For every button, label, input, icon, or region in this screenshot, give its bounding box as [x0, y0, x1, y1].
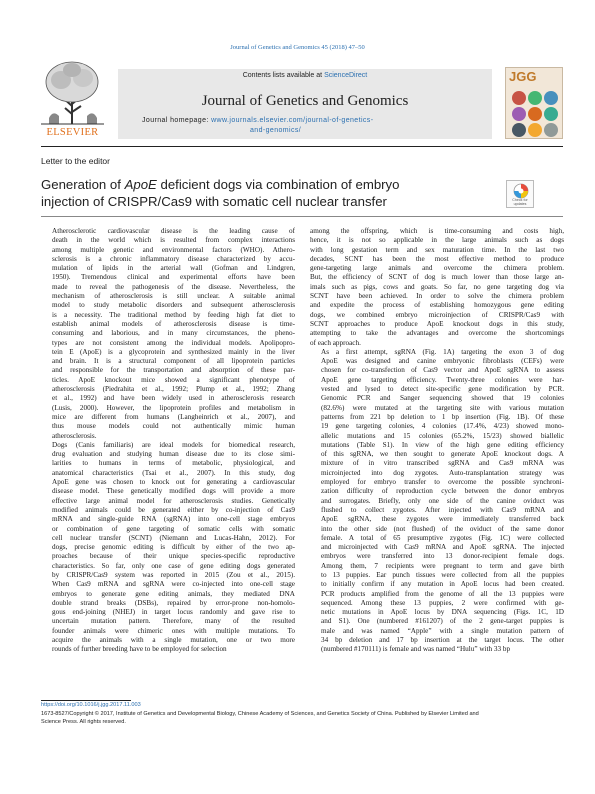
- body-line: embryos were transferred into 13 donor-recipient female dogs.: [321, 552, 564, 561]
- body-line: acquire the animals with a single mutation, one or two more: [52, 636, 295, 645]
- body-line: model to study metabolic disorders and subsequent atherosclerosis: [52, 301, 295, 310]
- body-line: SCNT have been achieved. In order to solve the chimera problem: [310, 292, 564, 301]
- body-line: rounds of further breeding have to be employed for selection: [52, 645, 227, 654]
- body-line: of this sgRNA, we then sought to generate ApoE knockout dogs. A: [321, 450, 564, 459]
- journal-name: Journal of Genetics and Genomics: [201, 93, 409, 109]
- body-line: (Lusis, 2000). However, the lipoprotein profiles and metabolism in: [52, 403, 295, 412]
- body-line: mutations (Table S1). In view of the high gene editing efficiency: [321, 440, 564, 449]
- copyright-notice: [41, 710, 563, 726]
- body-line: 34 bp deletion and 17 bp insertion at the target locus. The other: [321, 636, 564, 645]
- body-line: atherosclerosis.: [52, 431, 97, 440]
- cover-title: JGG: [509, 69, 537, 84]
- body-line: gous end-joining (NHEJ) in target locus randomly and gave rise to: [52, 608, 295, 617]
- homepage-url-part2[interactable]: and-genomics/: [250, 127, 302, 134]
- body-line: Dogs (Canis familiaris) are ideal models for biomedical research,: [52, 440, 295, 449]
- body-line: Atherosclerotic cardiovascular disease is the leading cause of: [52, 227, 295, 235]
- journal-citation[interactable]: Journal of Genetics and Genomics 45 (2018) 47–50: [230, 44, 365, 51]
- body-line: Among them, 7 recipients were pregnant to term and gave birth: [321, 561, 564, 570]
- body-line: allelic mutations and 15 colonies (65.2%, 15/23) showed biallelic: [321, 431, 564, 440]
- body-line: dogs, precise genomic editing is difficult by either of the two ap-: [52, 543, 295, 552]
- body-line: ticles. ApoE knockout mice showed a significant phenotype of: [52, 375, 295, 384]
- elsevier-tree-icon: [41, 58, 104, 126]
- body-line: ApoE sgRNA, these zygotes were immediately transferred back: [321, 515, 564, 524]
- body-line: larities to humans in terms of metabolic, physiological, and: [52, 459, 295, 468]
- body-line: cell nuclear transfer (SCNT) (Niemann and Lucas-Hahn, 2012). For: [52, 533, 295, 542]
- body-line: tein E (ApoE) is a glycoprotein and synthesized mainly in the liver: [52, 347, 295, 356]
- body-line: microinjected into dog zygotes. Auto-transplantation strategy was: [321, 468, 564, 477]
- body-line: ApoE gene targeting efficiency. Twenty-three colonies were har-: [321, 375, 564, 384]
- body-line: ApoE was designed and canine embryonic fibroblasts (CEFs) were: [321, 357, 564, 366]
- header-rule: [41, 146, 563, 147]
- body-line: PCR products amplified from the genome of all the 13 puppies were: [321, 589, 564, 598]
- body-line: mixture of in vitro transcribed sgRNA and Cas9 mRNA was: [321, 459, 564, 468]
- body-line: made to reveal the pathogenesis of the disease. Nevertheless, the: [52, 282, 295, 291]
- contents-prefix: Contents lists available at: [242, 72, 325, 79]
- body-line: anatomical characteristics (Tsai et al., 2007). In this study, dog: [52, 468, 295, 477]
- body-line: characteristics. So far, only one case of gene editing dogs generated: [52, 561, 295, 570]
- title-line1-pre: Generation of: [41, 177, 125, 192]
- body-line: and responsible for the transportation and absorption of these par-: [52, 366, 295, 375]
- body-line: drug evaluation and studying human disease due to its close simi-: [52, 450, 295, 459]
- body-line: disease model. These genetically modified dogs will provide a more: [52, 487, 295, 496]
- body-line: sclerosis is a chronic inflammatory disease characterized by accu-: [52, 254, 295, 263]
- body-line: effective large animal model for atherosclerosis studies. Genetically: [52, 496, 295, 505]
- body-line: hence, it is not so applicable in the large animals such as dogs: [310, 236, 564, 245]
- body-line: consuming and laborious, and in many circumstances, the pheno-: [52, 329, 295, 338]
- body-line: by CRISPR/Cas9 system was reported in 2015 (Zou et al., 2015).: [52, 570, 295, 579]
- body-line: employed for embryo transfer to overcome the possible synchroni-: [321, 478, 564, 487]
- body-line: establish animal models of atherosclerosis disease is time-: [52, 319, 295, 328]
- body-line: thus mouse models could not authentically mimic human: [52, 422, 295, 431]
- body-line: zation difficulty of reproduction cycle between the donor embryos: [321, 487, 564, 496]
- body-line: of each approach.: [310, 338, 361, 347]
- copyright-line1: 1673-8527/Copyright © 2017, Institute of Genetics and Developmental Biology, Chinese Academy of Sciences, and Genetics Society of China. Published by Elsevier Limited and: [41, 711, 479, 717]
- body-line: When Cas9 mRNA and sgRNA were co-injected into one-cell stage: [52, 580, 295, 589]
- body-line: mRNA and single-guide RNA (sgRNA) into one-cell stage embryos: [52, 515, 295, 524]
- body-line: sequenced. Among these 13 puppies, 2 were confirmed with ge-: [321, 598, 564, 607]
- body-line: mulation of lipids in the arterial wall (Gofman and Lindgren,: [52, 264, 295, 273]
- journal-homepage: [142, 116, 482, 136]
- paragraph-continued: [310, 227, 564, 348]
- body-line: founder animals were chimeric ones with multiple mutations. To: [52, 626, 295, 635]
- body-line: male and was named “Apple” with a single mutation pattern of: [321, 626, 564, 635]
- body-line: Genomic PCR and Sanger sequencing showed that 19 colonies: [321, 394, 564, 403]
- contents-available-line: [118, 72, 492, 79]
- title-line1-post: deficient dogs via combination of embryo: [156, 177, 400, 192]
- body-line: uncertain mutation pattern. Therefore, many of the resulted: [52, 617, 295, 626]
- copyright-line2: Science Press. All rights reserved.: [41, 719, 126, 725]
- body-line: attempting to take the advantages and overcome the shortcomings: [310, 329, 564, 338]
- body-line: and microinjected with Cas9 mRNA and ApoE sgRNA. The injected: [321, 543, 564, 552]
- title-gene-name: ApoE: [124, 177, 157, 192]
- homepage-label: Journal homepage:: [142, 117, 212, 124]
- body-line: to 13 puppies. Ear punch tissues were collected from all the puppies: [321, 570, 564, 579]
- body-line: vested and lysed to detect site-specific gene modification by PCR.: [321, 385, 564, 394]
- body-line: among the offspring, which is time-consuming and costs high,: [310, 227, 564, 235]
- body-line: modified animals could be generated either by co-injection of Cas9: [52, 505, 295, 514]
- paragraph-first-attempt: [310, 348, 564, 655]
- body-line: is a necessity. The traditional method by feeding high fat diet to: [52, 310, 295, 319]
- publisher-wordmark: ELSEVIER: [46, 127, 99, 138]
- body-line: female. A total of 65 presumptive zygotes (Fig. 1C) were collected: [321, 533, 564, 542]
- body-line: gene-targeting large animals and overcome the chimera problem.: [310, 264, 564, 273]
- body-line: with long gestation term and sex maturation time. In the last two: [310, 245, 564, 254]
- article-title: [41, 176, 471, 210]
- journal-masthead: [118, 69, 492, 139]
- paragraph-dogs: [41, 441, 295, 655]
- body-line: flushed to collect zygotes. After injected with Cas9 mRNA and: [321, 505, 564, 514]
- body-column-right: [310, 227, 564, 655]
- body-line: ApoE gene was chosen to knock out for generating a cardiovascular: [52, 478, 295, 487]
- body-line: et al., 1992) and have been widely used in atherosclerosis research: [52, 394, 295, 403]
- body-line: mechanism of atherosclerosis is still unclear. A suitable animal: [52, 292, 295, 301]
- cover-art-icon: [506, 68, 563, 139]
- body-column-left: [41, 227, 295, 655]
- body-line: or combination of gene targeting of somatic cells with somatic: [52, 524, 295, 533]
- body-line: to initially confirm if any mutation in ApoE locus had been created.: [321, 580, 564, 589]
- doi-link[interactable]: https://doi.org/10.1016/j.jgg.2017.11.003: [41, 702, 141, 708]
- body-line: into the other side (not flushed) of the oviduct of the same donor: [321, 524, 564, 533]
- article-type: Letter to the editor: [41, 156, 110, 166]
- body-line: and expedite the process of establishing homozygous gene editing: [310, 301, 564, 310]
- body-line: imals such as pigs, cows and goats. So far, no gene targeting dog via: [310, 282, 564, 291]
- body-line: As a first attempt, sgRNA (Fig. 1A) targeting the exon 3 of dog: [321, 347, 564, 356]
- body-line: (numbered #170111) is female and was named “Hulu” with 33 bp: [321, 645, 511, 654]
- body-line: decades, SCNT has been the most effective method to produce: [310, 254, 564, 263]
- crossmark-label: Check for updates: [512, 198, 528, 206]
- title-rule: [41, 216, 563, 217]
- body-line: dogs, we combined embryo microinjection of CRISPR/Cas9 with: [310, 310, 564, 319]
- body-line: types are not consistent among the individual models. Apolipopro-: [52, 338, 295, 347]
- body-line: SCNT approaches to produce ApoE knockout dogs in this study,: [310, 319, 564, 328]
- body-line: death in the world which is resulted from complex interactions: [52, 236, 295, 245]
- title-line2: injection of CRISPR/Cas9 with somatic cell nuclear transfer: [41, 194, 387, 209]
- body-line: and brain. It is a structural component of all lipoprotein particles: [52, 357, 295, 366]
- journal-cover-thumbnail[interactable]: [505, 67, 563, 139]
- body-line: atherosclerosis (Piedrahita et al., 1992; Plump et al., 1992; Zhang: [52, 385, 295, 394]
- body-line: embryos to generate gene editing animals, they mediated DNA: [52, 589, 295, 598]
- check-for-updates-button[interactable]: [506, 180, 534, 208]
- body-line: But, the efficiency of SCNT of dog is much lower than those large an-: [310, 273, 564, 282]
- body-line: netic mutations in ApoE locus by DNA sequencing (Figs. 1C, 1D: [321, 608, 564, 617]
- body-line: patterns from 221 bp deletion to 1 bp insertion (Fig. 1B). Of these: [321, 412, 564, 421]
- body-line: and surrogates. Briefly, only one side of the canine oviduct was: [321, 496, 564, 505]
- body-line: (82.6%) were mutated at the targeting site with various mutation: [321, 403, 564, 412]
- body-line: proaches because of their unique species-specific reproductive: [52, 552, 295, 561]
- body-line: and S1). One (numbered #161207) of the 2 gene-target puppies is: [321, 617, 564, 626]
- body-line: 1950). Tremendous clinical and experimental efforts have been: [52, 273, 295, 282]
- homepage-url-part1[interactable]: www.journals.elsevier.com/journal-of-genetics-: [211, 117, 374, 124]
- footnote-rule: [41, 700, 131, 701]
- body-line: 19 gene targeting colonies, 4 colonies (17.4%, 4/23) showed mono-: [321, 422, 564, 431]
- body-line: among multiple genetic and environmental factors (WHO). Athero-: [52, 245, 295, 254]
- body-line: double strand breaks (DSBs), repaired by error-prone non-homolo-: [52, 598, 295, 607]
- body-line: chosen for co-transfection of Cas9 vector and ApoE sgRNA to assess: [321, 366, 564, 375]
- sciencedirect-link[interactable]: ScienceDirect: [324, 72, 368, 79]
- body-line: mice are different from humans (Langheinrich et al., 2007), and: [52, 412, 295, 421]
- paragraph-intro: [41, 227, 295, 441]
